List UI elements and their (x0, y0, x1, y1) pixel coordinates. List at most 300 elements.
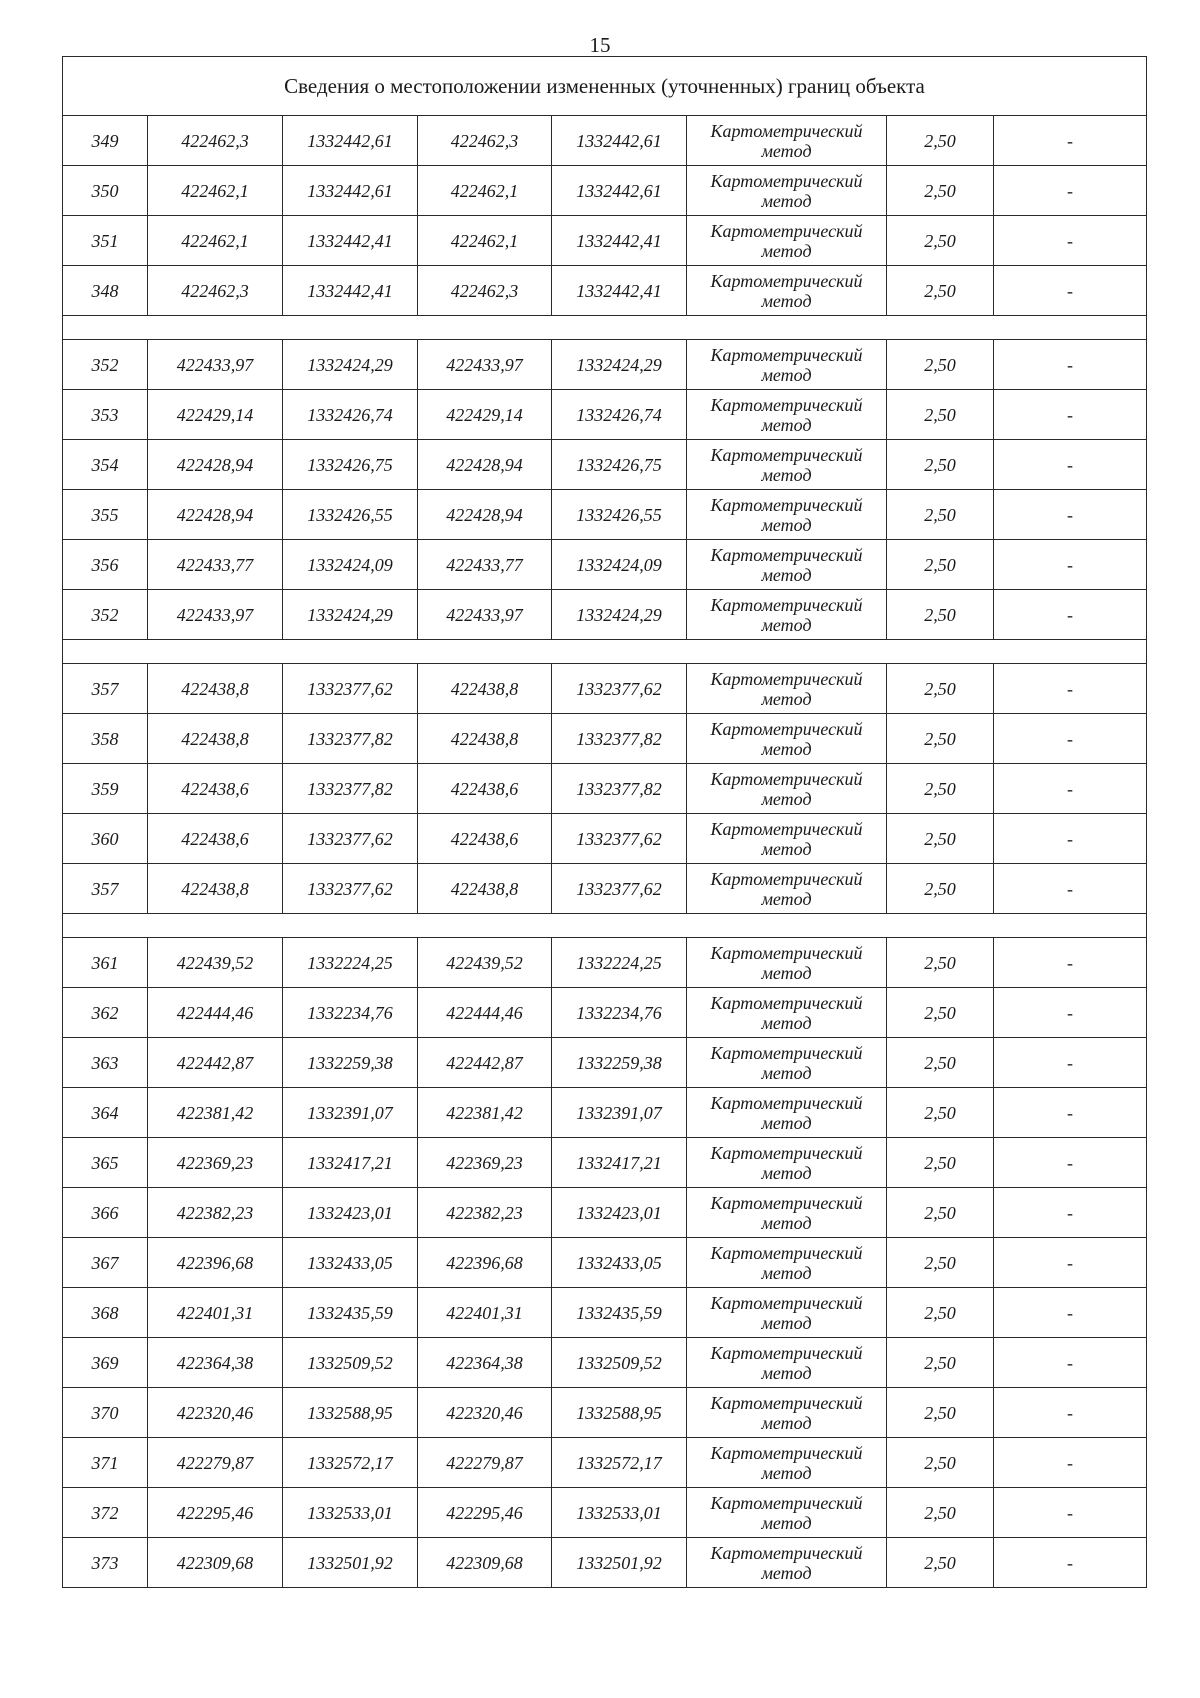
existing-y-cell: 1332259,38 (283, 1038, 418, 1088)
method-line-1: Картометрический (710, 668, 863, 689)
method-cell (687, 1338, 887, 1388)
page-number: 15 (589, 33, 611, 57)
refined-y-cell: 1332572,17 (552, 1438, 687, 1488)
method-line-1: Картометрический (710, 544, 863, 565)
note-cell: - (994, 1338, 1147, 1388)
point-number-cell: 352 (63, 590, 148, 640)
refined-x-cell: 422444,46 (418, 988, 552, 1038)
refined-y-cell: 1332234,76 (552, 988, 687, 1038)
existing-x-cell: 422462,1 (148, 166, 283, 216)
existing-y-cell: 1332377,62 (283, 664, 418, 714)
point-number-cell: 356 (63, 540, 148, 590)
method-line-2: метод (761, 1262, 812, 1283)
point-number-cell: 354 (63, 440, 148, 490)
table-row (63, 1538, 1147, 1588)
existing-x-cell: 422369,23 (148, 1138, 283, 1188)
note-cell: - (994, 764, 1147, 814)
point-number-cell: 357 (63, 664, 148, 714)
existing-y-cell: 1332588,95 (283, 1388, 418, 1438)
refined-x-cell: 422382,23 (418, 1188, 552, 1238)
existing-x-cell: 422433,97 (148, 590, 283, 640)
refined-x-cell: 422462,1 (418, 166, 552, 216)
note-cell: - (994, 1388, 1147, 1438)
point-number-cell: 358 (63, 714, 148, 764)
accuracy-cell: 2,50 (887, 340, 994, 390)
method-cell (687, 490, 887, 540)
method-cell (687, 1238, 887, 1288)
existing-y-cell: 1332424,29 (283, 590, 418, 640)
refined-x-cell: 422320,46 (418, 1388, 552, 1438)
refined-x-cell: 422369,23 (418, 1138, 552, 1188)
method-line-1: Картометрический (710, 1092, 863, 1113)
refined-x-cell: 422438,8 (418, 714, 552, 764)
method-line-2: метод (761, 464, 812, 485)
note-cell: - (994, 1288, 1147, 1338)
method-cell (687, 1488, 887, 1538)
point-number-cell: 361 (63, 938, 148, 988)
refined-y-cell: 1332501,92 (552, 1538, 687, 1588)
refined-x-cell: 422438,6 (418, 814, 552, 864)
method-line-2: метод (761, 240, 812, 261)
table-body (63, 57, 1147, 1588)
refined-y-cell: 1332426,74 (552, 390, 687, 440)
method-line-2: метод (761, 364, 812, 385)
refined-y-cell: 1332442,41 (552, 216, 687, 266)
point-number-cell: 350 (63, 166, 148, 216)
existing-x-cell: 422433,97 (148, 340, 283, 390)
note-cell: - (994, 814, 1147, 864)
existing-x-cell: 422279,87 (148, 1438, 283, 1488)
existing-x-cell: 422428,94 (148, 440, 283, 490)
table-row (63, 440, 1147, 490)
method-line-1: Картометрический (710, 768, 863, 789)
point-number-cell: 367 (63, 1238, 148, 1288)
method-cell (687, 1538, 887, 1588)
note-cell: - (994, 216, 1147, 266)
existing-x-cell: 422401,31 (148, 1288, 283, 1338)
existing-y-cell: 1332533,01 (283, 1488, 418, 1538)
table-row (63, 390, 1147, 440)
refined-y-cell: 1332424,29 (552, 590, 687, 640)
note-cell: - (994, 1488, 1147, 1538)
method-cell (687, 266, 887, 316)
existing-y-cell: 1332509,52 (283, 1338, 418, 1388)
existing-y-cell: 1332433,05 (283, 1238, 418, 1288)
note-cell: - (994, 864, 1147, 914)
point-number-cell: 368 (63, 1288, 148, 1338)
refined-y-cell: 1332442,61 (552, 116, 687, 166)
accuracy-cell: 2,50 (887, 1388, 994, 1438)
accuracy-cell: 2,50 (887, 390, 994, 440)
refined-x-cell: 422428,94 (418, 440, 552, 490)
existing-x-cell: 422444,46 (148, 988, 283, 1038)
method-line-2: метод (761, 614, 812, 635)
accuracy-cell: 2,50 (887, 1488, 994, 1538)
note-cell: - (994, 1238, 1147, 1288)
existing-y-cell: 1332442,41 (283, 266, 418, 316)
point-number-cell: 355 (63, 490, 148, 540)
method-line-1: Картометрический (710, 1542, 863, 1563)
refined-y-cell: 1332426,75 (552, 440, 687, 490)
method-line-1: Картометрический (710, 344, 863, 365)
method-cell (687, 166, 887, 216)
group-separator-row (63, 316, 1147, 340)
accuracy-cell: 2,50 (887, 764, 994, 814)
method-cell (687, 540, 887, 590)
table-row (63, 814, 1147, 864)
accuracy-cell: 2,50 (887, 1088, 994, 1138)
existing-x-cell: 422396,68 (148, 1238, 283, 1288)
accuracy-cell: 2,50 (887, 1338, 994, 1388)
note-cell: - (994, 1038, 1147, 1088)
method-line-1: Картометрический (710, 1492, 863, 1513)
method-line-2: метод (761, 1012, 812, 1033)
refined-x-cell: 422439,52 (418, 938, 552, 988)
existing-y-cell: 1332377,82 (283, 764, 418, 814)
method-cell (687, 390, 887, 440)
accuracy-cell: 2,50 (887, 988, 994, 1038)
accuracy-cell: 2,50 (887, 266, 994, 316)
refined-x-cell: 422396,68 (418, 1238, 552, 1288)
point-number-cell: 365 (63, 1138, 148, 1188)
method-line-2: метод (761, 838, 812, 859)
method-cell (687, 116, 887, 166)
method-cell (687, 664, 887, 714)
existing-x-cell: 422438,6 (148, 814, 283, 864)
note-cell: - (994, 1438, 1147, 1488)
note-cell: - (994, 166, 1147, 216)
refined-y-cell: 1332424,29 (552, 340, 687, 390)
method-cell (687, 1388, 887, 1438)
method-line-1: Картометрический (710, 394, 863, 415)
accuracy-cell: 2,50 (887, 166, 994, 216)
method-line-1: Картометрический (710, 120, 863, 141)
method-line-2: метод (761, 1312, 812, 1333)
refined-x-cell: 422381,42 (418, 1088, 552, 1138)
existing-y-cell: 1332224,25 (283, 938, 418, 988)
method-line-1: Картометрический (710, 594, 863, 615)
refined-x-cell: 422438,6 (418, 764, 552, 814)
existing-y-cell: 1332442,61 (283, 116, 418, 166)
table-row (63, 714, 1147, 764)
method-line-1: Картометрический (710, 1342, 863, 1363)
refined-x-cell: 422433,97 (418, 590, 552, 640)
existing-y-cell: 1332572,17 (283, 1438, 418, 1488)
existing-y-cell: 1332234,76 (283, 988, 418, 1038)
refined-x-cell: 422401,31 (418, 1288, 552, 1338)
accuracy-cell: 2,50 (887, 714, 994, 764)
table-title: Сведения о местоположении измененных (уточненных) границ объекта (63, 57, 1147, 116)
method-line-2: метод (761, 788, 812, 809)
accuracy-cell: 2,50 (887, 864, 994, 914)
table-row (63, 1088, 1147, 1138)
method-cell (687, 440, 887, 490)
point-number-cell: 348 (63, 266, 148, 316)
existing-x-cell: 422438,8 (148, 664, 283, 714)
existing-y-cell: 1332423,01 (283, 1188, 418, 1238)
point-number-cell: 364 (63, 1088, 148, 1138)
existing-y-cell: 1332377,62 (283, 814, 418, 864)
method-line-1: Картометрический (710, 444, 863, 465)
accuracy-cell: 2,50 (887, 590, 994, 640)
refined-y-cell: 1332391,07 (552, 1088, 687, 1138)
point-number-cell: 351 (63, 216, 148, 266)
table-row (63, 1188, 1147, 1238)
refined-x-cell: 422429,14 (418, 390, 552, 440)
method-line-1: Картометрический (710, 1192, 863, 1213)
method-line-1: Картометрический (710, 1142, 863, 1163)
refined-y-cell: 1332435,59 (552, 1288, 687, 1338)
existing-y-cell: 1332426,75 (283, 440, 418, 490)
existing-x-cell: 422438,8 (148, 864, 283, 914)
refined-y-cell: 1332377,62 (552, 664, 687, 714)
existing-y-cell: 1332424,09 (283, 540, 418, 590)
existing-x-cell: 422309,68 (148, 1538, 283, 1588)
accuracy-cell: 2,50 (887, 664, 994, 714)
refined-x-cell: 422295,46 (418, 1488, 552, 1538)
point-number-cell: 363 (63, 1038, 148, 1088)
method-cell (687, 864, 887, 914)
existing-y-cell: 1332417,21 (283, 1138, 418, 1188)
refined-x-cell: 422462,3 (418, 116, 552, 166)
table-row (63, 1338, 1147, 1388)
table-row (63, 1488, 1147, 1538)
refined-x-cell: 422438,8 (418, 864, 552, 914)
method-line-1: Картометрический (710, 868, 863, 889)
point-number-cell: 359 (63, 764, 148, 814)
refined-x-cell: 422433,77 (418, 540, 552, 590)
accuracy-cell: 2,50 (887, 116, 994, 166)
method-cell (687, 1288, 887, 1338)
method-line-1: Картометрический (710, 718, 863, 739)
existing-x-cell: 422428,94 (148, 490, 283, 540)
method-line-2: метод (761, 1112, 812, 1133)
refined-y-cell: 1332377,62 (552, 864, 687, 914)
method-line-2: метод (761, 414, 812, 435)
point-number-cell: 370 (63, 1388, 148, 1438)
method-line-1: Картометрический (710, 1442, 863, 1463)
table-row (63, 540, 1147, 590)
existing-y-cell: 1332426,55 (283, 490, 418, 540)
existing-y-cell: 1332426,74 (283, 390, 418, 440)
point-number-cell: 366 (63, 1188, 148, 1238)
method-line-1: Картометрический (710, 1242, 863, 1263)
method-cell (687, 340, 887, 390)
method-line-1: Картометрический (710, 1042, 863, 1063)
method-line-2: метод (761, 290, 812, 311)
method-line-1: Картометрический (710, 494, 863, 515)
note-cell: - (994, 266, 1147, 316)
existing-x-cell: 422381,42 (148, 1088, 283, 1138)
refined-y-cell: 1332424,09 (552, 540, 687, 590)
table-row (63, 764, 1147, 814)
method-cell (687, 938, 887, 988)
table-row (63, 988, 1147, 1038)
refined-y-cell: 1332442,41 (552, 266, 687, 316)
method-line-2: метод (761, 514, 812, 535)
refined-y-cell: 1332588,95 (552, 1388, 687, 1438)
table-row (63, 116, 1147, 166)
method-cell (687, 1138, 887, 1188)
table-row (63, 266, 1147, 316)
existing-y-cell: 1332442,61 (283, 166, 418, 216)
coordinates-table (62, 56, 1147, 1588)
note-cell: - (994, 664, 1147, 714)
refined-x-cell: 422438,8 (418, 664, 552, 714)
refined-x-cell: 422462,1 (418, 216, 552, 266)
method-cell (687, 1188, 887, 1238)
method-line-1: Картометрический (710, 1392, 863, 1413)
existing-x-cell: 422462,1 (148, 216, 283, 266)
table-row (63, 590, 1147, 640)
method-cell (687, 1088, 887, 1138)
refined-y-cell: 1332533,01 (552, 1488, 687, 1538)
method-line-2: метод (761, 738, 812, 759)
refined-y-cell: 1332509,52 (552, 1338, 687, 1388)
point-number-cell: 353 (63, 390, 148, 440)
existing-x-cell: 422320,46 (148, 1388, 283, 1438)
existing-y-cell: 1332377,62 (283, 864, 418, 914)
existing-x-cell: 422438,6 (148, 764, 283, 814)
table-row (63, 1238, 1147, 1288)
refined-x-cell: 422442,87 (418, 1038, 552, 1088)
accuracy-cell: 2,50 (887, 1288, 994, 1338)
accuracy-cell: 2,50 (887, 938, 994, 988)
existing-x-cell: 422462,3 (148, 266, 283, 316)
accuracy-cell: 2,50 (887, 540, 994, 590)
existing-y-cell: 1332501,92 (283, 1538, 418, 1588)
refined-y-cell: 1332377,62 (552, 814, 687, 864)
refined-y-cell: 1332423,01 (552, 1188, 687, 1238)
method-line-1: Картометрический (710, 992, 863, 1013)
existing-x-cell: 422382,23 (148, 1188, 283, 1238)
group-separator-row (63, 914, 1147, 938)
method-line-2: метод (761, 1412, 812, 1433)
point-number-cell: 369 (63, 1338, 148, 1388)
refined-x-cell: 422309,68 (418, 1538, 552, 1588)
method-cell (687, 764, 887, 814)
existing-y-cell: 1332442,41 (283, 216, 418, 266)
point-number-cell: 373 (63, 1538, 148, 1588)
note-cell: - (994, 714, 1147, 764)
refined-x-cell: 422364,38 (418, 1338, 552, 1388)
point-number-cell: 352 (63, 340, 148, 390)
accuracy-cell: 2,50 (887, 1138, 994, 1188)
existing-y-cell: 1332424,29 (283, 340, 418, 390)
method-line-2: метод (761, 962, 812, 983)
method-line-2: метод (761, 564, 812, 585)
method-line-2: метод (761, 688, 812, 709)
note-cell: - (994, 988, 1147, 1038)
refined-x-cell: 422433,97 (418, 340, 552, 390)
existing-y-cell: 1332391,07 (283, 1088, 418, 1138)
group-separator (63, 914, 1147, 938)
existing-x-cell: 422433,77 (148, 540, 283, 590)
method-cell (687, 988, 887, 1038)
refined-y-cell: 1332417,21 (552, 1138, 687, 1188)
existing-x-cell: 422442,87 (148, 1038, 283, 1088)
accuracy-cell: 2,50 (887, 490, 994, 540)
table-row (63, 1038, 1147, 1088)
table-row (63, 166, 1147, 216)
group-separator-row (63, 640, 1147, 664)
note-cell: - (994, 390, 1147, 440)
point-number-cell: 360 (63, 814, 148, 864)
method-line-2: метод (761, 1162, 812, 1183)
note-cell: - (994, 490, 1147, 540)
existing-x-cell: 422439,52 (148, 938, 283, 988)
refined-y-cell: 1332442,61 (552, 166, 687, 216)
method-line-2: метод (761, 888, 812, 909)
existing-x-cell: 422438,8 (148, 714, 283, 764)
note-cell: - (994, 1538, 1147, 1588)
table-row (63, 340, 1147, 390)
table-row (63, 490, 1147, 540)
group-separator (63, 316, 1147, 340)
accuracy-cell: 2,50 (887, 216, 994, 266)
note-cell: - (994, 1088, 1147, 1138)
refined-x-cell: 422462,3 (418, 266, 552, 316)
method-line-1: Картометрический (710, 1292, 863, 1313)
existing-y-cell: 1332435,59 (283, 1288, 418, 1338)
point-number-cell: 357 (63, 864, 148, 914)
method-cell (687, 1438, 887, 1488)
point-number-cell: 349 (63, 116, 148, 166)
refined-y-cell: 1332426,55 (552, 490, 687, 540)
existing-x-cell: 422364,38 (148, 1338, 283, 1388)
table-row (63, 1388, 1147, 1438)
note-cell: - (994, 1188, 1147, 1238)
note-cell: - (994, 590, 1147, 640)
method-cell (687, 590, 887, 640)
table-title-row (63, 57, 1147, 116)
point-number-cell: 362 (63, 988, 148, 1038)
method-cell (687, 714, 887, 764)
note-cell: - (994, 116, 1147, 166)
method-line-2: метод (761, 140, 812, 161)
refined-y-cell: 1332224,25 (552, 938, 687, 988)
accuracy-cell: 2,50 (887, 1538, 994, 1588)
method-line-1: Картометрический (710, 818, 863, 839)
method-line-1: Картометрический (710, 170, 863, 191)
accuracy-cell: 2,50 (887, 1238, 994, 1288)
method-line-2: метод (761, 1512, 812, 1533)
refined-x-cell: 422428,94 (418, 490, 552, 540)
method-cell (687, 1038, 887, 1088)
existing-x-cell: 422462,3 (148, 116, 283, 166)
method-line-1: Картометрический (710, 220, 863, 241)
method-cell (687, 814, 887, 864)
point-number-cell: 372 (63, 1488, 148, 1538)
existing-x-cell: 422295,46 (148, 1488, 283, 1538)
table-row (63, 1288, 1147, 1338)
table-row (63, 216, 1147, 266)
note-cell: - (994, 340, 1147, 390)
method-line-2: метод (761, 1562, 812, 1583)
accuracy-cell: 2,50 (887, 1188, 994, 1238)
refined-y-cell: 1332259,38 (552, 1038, 687, 1088)
group-separator (63, 640, 1147, 664)
accuracy-cell: 2,50 (887, 1038, 994, 1088)
table-row (63, 938, 1147, 988)
note-cell: - (994, 440, 1147, 490)
note-cell: - (994, 938, 1147, 988)
refined-y-cell: 1332377,82 (552, 714, 687, 764)
existing-y-cell: 1332377,82 (283, 714, 418, 764)
table-row (63, 1138, 1147, 1188)
method-line-2: метод (761, 1062, 812, 1083)
refined-y-cell: 1332377,82 (552, 764, 687, 814)
